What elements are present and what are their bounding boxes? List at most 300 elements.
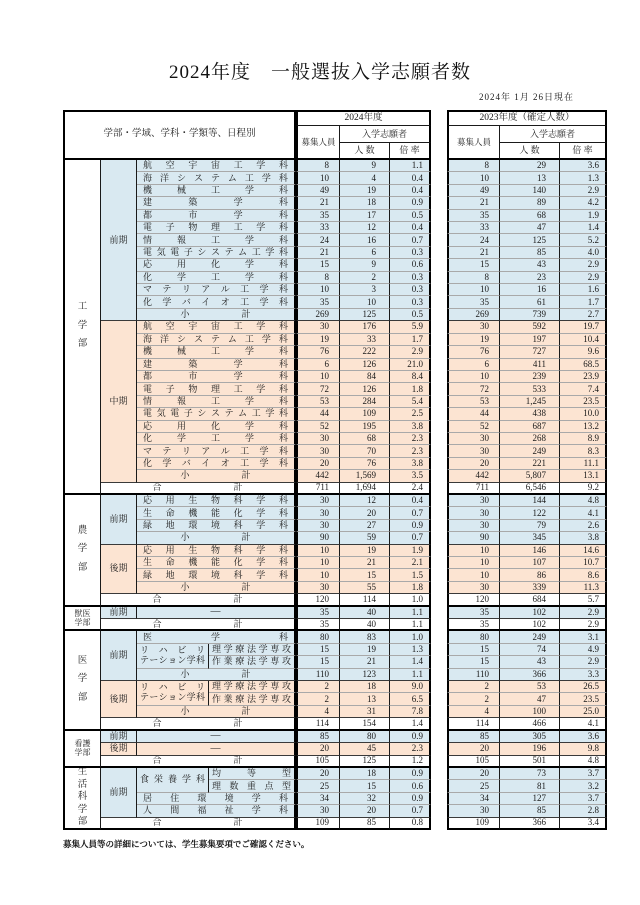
ratio-2024-value: 1.2 bbox=[390, 756, 431, 768]
applicant-count-2024-value: 31 bbox=[340, 706, 390, 718]
ratio-2024-value: 1.5 bbox=[390, 569, 431, 581]
applicant-count-2023-value: 533 bbox=[500, 383, 560, 395]
recruit-2023-value: 24 bbox=[447, 234, 500, 246]
recruit-2023-value: 20 bbox=[447, 458, 500, 470]
recruit-2024-value: 110 bbox=[296, 669, 340, 681]
ratio-2023-value: 3.6 bbox=[560, 160, 607, 172]
recruit-2024-value: 10 bbox=[296, 284, 340, 296]
ratio-2024-value: 0.7 bbox=[390, 532, 431, 544]
subtotal-label: 小 計 bbox=[137, 309, 296, 321]
ratio-2023-value: 3.8 bbox=[560, 532, 607, 544]
department-name: 緑 地 環 境 科 学 科 bbox=[137, 520, 296, 532]
total-label: 合 計 bbox=[101, 483, 296, 495]
recruit-2024-value: 711 bbox=[296, 483, 340, 495]
ratio-2024-value: 2.3 bbox=[390, 445, 431, 457]
department-name: 電 子 物 理 工 学 科 bbox=[137, 383, 296, 395]
recruit-2023-value: 30 bbox=[447, 520, 500, 532]
recruit-2024-value: 30 bbox=[296, 582, 340, 594]
recruit-2024-value: 15 bbox=[296, 644, 340, 656]
applicant-count-2024-value: 123 bbox=[340, 669, 390, 681]
ratio-2024-value: 1.0 bbox=[390, 594, 431, 606]
period-cell: 前期 bbox=[101, 768, 137, 818]
ratio-2024-value: 1.9 bbox=[390, 545, 431, 557]
ratio-2024-value: 1.8 bbox=[390, 383, 431, 395]
ratio-2023-value: 2.9 bbox=[560, 656, 607, 668]
applicant-count-2023-value: 268 bbox=[500, 433, 560, 445]
recruit-2023-value: 44 bbox=[447, 408, 500, 420]
ratio-2024-value: 0.9 bbox=[390, 731, 431, 743]
ratio-2023-value: 23.9 bbox=[560, 371, 607, 383]
ratio-2023-value: 25.0 bbox=[560, 706, 607, 718]
recruit-2023-value: 52 bbox=[447, 421, 500, 433]
dash-placeholder: — bbox=[137, 743, 296, 755]
recruit-2024-value: 35 bbox=[296, 619, 340, 631]
department-name: マ テ リ ア ル 工 学 科 bbox=[137, 284, 296, 296]
department-name: 海 洋 シ ス テ ム 工 学 科 bbox=[137, 172, 296, 184]
ratio-2023-value: 3.2 bbox=[560, 780, 607, 792]
recruit-2024-value: 76 bbox=[296, 346, 340, 358]
recruit-2024-value: 20 bbox=[296, 768, 340, 780]
applicant-count-2024-value: 80 bbox=[340, 731, 390, 743]
ratio-2024-value: 0.3 bbox=[390, 296, 431, 308]
recruit-2023-value: 53 bbox=[447, 396, 500, 408]
recruit-2024-value: 2 bbox=[296, 681, 340, 693]
ratio-2023-value: 11.1 bbox=[560, 458, 607, 470]
applicant-count-2024-value: 83 bbox=[340, 631, 390, 643]
ratio-2023-value: 13.1 bbox=[560, 470, 607, 482]
applicant-count-2024-value: 125 bbox=[340, 756, 390, 768]
recruit-2023-value: 85 bbox=[447, 731, 500, 743]
applicant-count-2024-value: 126 bbox=[340, 359, 390, 371]
ratio-2023-value: 9.6 bbox=[560, 346, 607, 358]
recruit-2023-value: 35 bbox=[447, 296, 500, 308]
department-name: 化 学 工 学 科 bbox=[137, 433, 296, 445]
recruit-2024-value: 33 bbox=[296, 222, 340, 234]
faculty-cell: 生 活 科 学 部 bbox=[63, 768, 101, 830]
department-name: 機 械 工 学 科 bbox=[137, 346, 296, 358]
ratio-2023-value: 19.7 bbox=[560, 321, 607, 333]
recruit-2023-value: 20 bbox=[447, 768, 500, 780]
recruit-2024-value: 10 bbox=[296, 371, 340, 383]
ratio-2023-value: 11.3 bbox=[560, 582, 607, 594]
recruit-2023-value: 34 bbox=[447, 793, 500, 805]
applicant-count-2023-value: 73 bbox=[500, 768, 560, 780]
recruit-2024-value: 10 bbox=[296, 569, 340, 581]
department-name: 応 用 化 学 科 bbox=[137, 421, 296, 433]
applicant-count-2024-value: 18 bbox=[340, 681, 390, 693]
recruit-2024-value: 24 bbox=[296, 234, 340, 246]
ratio-2024-value: 0.6 bbox=[390, 780, 431, 792]
applicant-count-2023-value: 47 bbox=[500, 693, 560, 705]
faculty-cell: 獣医 学部 bbox=[63, 607, 101, 632]
recruit-2023-value: 21 bbox=[447, 247, 500, 259]
recruit-2023-value: 110 bbox=[447, 669, 500, 681]
ratio-2024-value: 6.5 bbox=[390, 693, 431, 705]
recruit-2023-value: 15 bbox=[447, 656, 500, 668]
applicant-count-2023-value: 13 bbox=[500, 172, 560, 184]
applicant-count-2023-value: 74 bbox=[500, 644, 560, 656]
ratio-2024-value: 0.7 bbox=[390, 507, 431, 519]
header-recruit-2023: 募集人員 bbox=[447, 126, 500, 160]
recruit-2023-value: 442 bbox=[447, 470, 500, 482]
ratio-2024-value: 0.9 bbox=[390, 793, 431, 805]
recruit-2023-value: 49 bbox=[447, 185, 500, 197]
period-cell: 中期 bbox=[101, 321, 137, 482]
recruit-2024-value: 35 bbox=[296, 210, 340, 222]
ratio-2024-value: 1.1 bbox=[390, 607, 431, 619]
ratio-2023-value: 3.6 bbox=[560, 731, 607, 743]
ratio-2024-value: 0.9 bbox=[390, 520, 431, 532]
recruit-2024-value: 30 bbox=[296, 520, 340, 532]
department-name: 化 学 バ イ オ 工 学 科 bbox=[137, 458, 296, 470]
recruit-2023-value: 30 bbox=[447, 445, 500, 457]
recruit-2024-value: 2 bbox=[296, 693, 340, 705]
ratio-2023-value: 26.5 bbox=[560, 681, 607, 693]
recruit-2023-value: 10 bbox=[447, 557, 500, 569]
header-count-2024: 人 数 bbox=[340, 143, 390, 160]
applicant-count-2023-value: 79 bbox=[500, 520, 560, 532]
ratio-2023-value: 68.5 bbox=[560, 359, 607, 371]
department-name: 機 械 工 学 科 bbox=[137, 185, 296, 197]
recruit-2023-value: 4 bbox=[447, 706, 500, 718]
ratio-2024-value: 0.9 bbox=[390, 197, 431, 209]
dash-placeholder: — bbox=[137, 607, 296, 619]
applicant-count-2024-value: 3 bbox=[340, 284, 390, 296]
applicant-count-2023-value: 727 bbox=[500, 346, 560, 358]
ratio-2023-value: 8.6 bbox=[560, 569, 607, 581]
applicant-count-2023-value: 6,546 bbox=[500, 483, 560, 495]
ratio-2023-value: 2.9 bbox=[560, 185, 607, 197]
ratio-2023-value: 23.5 bbox=[560, 396, 607, 408]
applicant-count-2024-value: 84 bbox=[340, 371, 390, 383]
recruit-2024-value: 21 bbox=[296, 247, 340, 259]
department-name: 情 報 工 学 科 bbox=[137, 396, 296, 408]
applicant-count-2023-value: 102 bbox=[500, 607, 560, 619]
ratio-2023-value: 10.4 bbox=[560, 334, 607, 346]
recruit-2023-value: 30 bbox=[447, 495, 500, 507]
department-name: 航 空 宇 宙 工 学 科 bbox=[137, 321, 296, 333]
ratio-2023-value: 9.2 bbox=[560, 483, 607, 495]
applicant-count-2023-value: 1,245 bbox=[500, 396, 560, 408]
applicant-count-2023-value: 43 bbox=[500, 259, 560, 271]
applicant-count-2024-value: 59 bbox=[340, 532, 390, 544]
recruit-2023-value: 120 bbox=[447, 594, 500, 606]
recruit-2024-value: 30 bbox=[296, 445, 340, 457]
ratio-2023-value: 4.9 bbox=[560, 644, 607, 656]
applicant-count-2023-value: 221 bbox=[500, 458, 560, 470]
applicant-count-2024-value: 1,694 bbox=[340, 483, 390, 495]
subtotal-label: 小 計 bbox=[137, 532, 296, 544]
applicant-count-2023-value: 366 bbox=[500, 669, 560, 681]
ratio-2023-value: 23.5 bbox=[560, 693, 607, 705]
ratio-2024-value: 0.4 bbox=[390, 185, 431, 197]
recruit-2023-value: 30 bbox=[447, 433, 500, 445]
ratio-2024-value: 8.4 bbox=[390, 371, 431, 383]
applicant-count-2024-value: 15 bbox=[340, 569, 390, 581]
ratio-2024-value: 1.4 bbox=[390, 718, 431, 730]
recruit-2024-value: 30 bbox=[296, 433, 340, 445]
ratio-2024-value: 1.7 bbox=[390, 334, 431, 346]
applicant-count-2023-value: 23 bbox=[500, 272, 560, 284]
department-group-name: リ ハ ビ リ テ ー シ ョ ン 学 科 bbox=[137, 681, 209, 706]
applicant-count-2024-value: 18 bbox=[340, 768, 390, 780]
applicant-count-2024-value: 20 bbox=[340, 805, 390, 817]
applicant-count-2023-value: 196 bbox=[500, 743, 560, 755]
subtotal-label: 小 計 bbox=[137, 470, 296, 482]
applicant-count-2024-value: 195 bbox=[340, 421, 390, 433]
applicant-count-2024-value: 40 bbox=[340, 607, 390, 619]
applicant-count-2023-value: 102 bbox=[500, 619, 560, 631]
ratio-2023-value: 2.9 bbox=[560, 619, 607, 631]
applicant-count-2024-value: 32 bbox=[340, 793, 390, 805]
recruit-2024-value: 72 bbox=[296, 383, 340, 395]
applicant-count-2024-value: 176 bbox=[340, 321, 390, 333]
ratio-2024-value: 3.5 bbox=[390, 470, 431, 482]
recruit-2024-value: 35 bbox=[296, 607, 340, 619]
applicant-count-2024-value: 16 bbox=[340, 234, 390, 246]
period-cell: 後期 bbox=[101, 681, 137, 718]
header-year-2023: 2023年度（確定人数） bbox=[447, 110, 607, 126]
department-name: 均 等 型 bbox=[209, 768, 296, 780]
dash-placeholder: — bbox=[137, 731, 296, 743]
recruit-2024-value: 90 bbox=[296, 532, 340, 544]
applicant-count-2023-value: 466 bbox=[500, 718, 560, 730]
ratio-2023-value: 8.3 bbox=[560, 445, 607, 457]
applicant-count-2023-value: 197 bbox=[500, 334, 560, 346]
recruit-2024-value: 34 bbox=[296, 793, 340, 805]
applicant-count-2023-value: 305 bbox=[500, 731, 560, 743]
ratio-2024-value: 2.3 bbox=[390, 433, 431, 445]
department-name: 居 住 環 境 学 科 bbox=[137, 793, 296, 805]
recruit-2023-value: 35 bbox=[447, 619, 500, 631]
ratio-2024-value: 2.4 bbox=[390, 483, 431, 495]
recruit-2023-value: 6 bbox=[447, 359, 500, 371]
recruit-2023-value: 30 bbox=[447, 321, 500, 333]
department-name: 情 報 工 学 科 bbox=[137, 234, 296, 246]
applicant-count-2024-value: 68 bbox=[340, 433, 390, 445]
department-group-name: リ ハ ビ リ テ ー シ ョ ン 学 科 bbox=[137, 644, 209, 669]
ratio-2023-value: 9.8 bbox=[560, 743, 607, 755]
subtotal-label: 小 計 bbox=[137, 582, 296, 594]
department-name: 化 学 バ イ オ 工 学 科 bbox=[137, 296, 296, 308]
recruit-2024-value: 30 bbox=[296, 805, 340, 817]
applicant-count-2024-value: 126 bbox=[340, 383, 390, 395]
recruit-2023-value: 10 bbox=[447, 284, 500, 296]
recruit-2023-value: 80 bbox=[447, 631, 500, 643]
applicant-count-2024-value: 13 bbox=[340, 693, 390, 705]
recruit-2024-value: 85 bbox=[296, 731, 340, 743]
recruit-2024-value: 25 bbox=[296, 780, 340, 792]
recruit-2023-value: 15 bbox=[447, 644, 500, 656]
recruit-2023-value: 711 bbox=[447, 483, 500, 495]
recruit-2023-value: 269 bbox=[447, 309, 500, 321]
total-label: 合 計 bbox=[101, 818, 296, 830]
recruit-2024-value: 10 bbox=[296, 557, 340, 569]
department-name: 化 学 工 学 科 bbox=[137, 272, 296, 284]
applicant-count-2023-value: 100 bbox=[500, 706, 560, 718]
applicant-count-2023-value: 592 bbox=[500, 321, 560, 333]
ratio-2023-value: 4.8 bbox=[560, 495, 607, 507]
recruit-2024-value: 6 bbox=[296, 359, 340, 371]
ratio-2023-value: 10.7 bbox=[560, 557, 607, 569]
recruit-2024-value: 120 bbox=[296, 594, 340, 606]
department-name: マ テ リ ア ル 工 学 科 bbox=[137, 445, 296, 457]
applicant-count-2023-value: 81 bbox=[500, 780, 560, 792]
department-name: 海 洋 シ ス テ ム 工 学 科 bbox=[137, 334, 296, 346]
department-name: 作 業 療 法 学 専 攻 bbox=[209, 656, 296, 668]
department-name: 都 市 学 科 bbox=[137, 210, 296, 222]
recruit-2024-value: 4 bbox=[296, 706, 340, 718]
total-label: 合 計 bbox=[101, 594, 296, 606]
department-name: 理 学 療 法 学 専 攻 bbox=[209, 644, 296, 656]
applicant-count-2023-value: 61 bbox=[500, 296, 560, 308]
applicant-count-2023-value: 89 bbox=[500, 197, 560, 209]
recruit-2023-value: 90 bbox=[447, 532, 500, 544]
department-name: 人 間 福 祉 学 科 bbox=[137, 805, 296, 817]
ratio-2024-value: 3.8 bbox=[390, 421, 431, 433]
applicant-count-2023-value: 47 bbox=[500, 222, 560, 234]
recruit-2024-value: 20 bbox=[296, 743, 340, 755]
ratio-2024-value: 21.0 bbox=[390, 359, 431, 371]
ratio-2023-value: 1.9 bbox=[560, 210, 607, 222]
applicant-count-2024-value: 109 bbox=[340, 408, 390, 420]
applicant-count-2023-value: 85 bbox=[500, 805, 560, 817]
applicant-count-2023-value: 345 bbox=[500, 532, 560, 544]
recruit-2023-value: 8 bbox=[447, 160, 500, 172]
ratio-2023-value: 3.7 bbox=[560, 768, 607, 780]
applicant-count-2024-value: 18 bbox=[340, 197, 390, 209]
applicant-count-2024-value: 33 bbox=[340, 334, 390, 346]
applicant-count-2024-value: 19 bbox=[340, 185, 390, 197]
applicant-count-2024-value: 76 bbox=[340, 458, 390, 470]
period-cell: 後期 bbox=[101, 545, 137, 595]
ratio-2024-value: 2.3 bbox=[390, 743, 431, 755]
ratio-2023-value: 2.7 bbox=[560, 309, 607, 321]
header-left-label: 学部・学域、学科・学類等、日程別 bbox=[63, 110, 296, 160]
recruit-2024-value: 8 bbox=[296, 160, 340, 172]
applicant-count-2023-value: 339 bbox=[500, 582, 560, 594]
header-applicants-2023: 入学志願者 bbox=[500, 126, 607, 143]
ratio-2023-value: 2.9 bbox=[560, 259, 607, 271]
department-name: 生 命 機 能 化 学 科 bbox=[137, 507, 296, 519]
ratio-2023-value: 2.6 bbox=[560, 520, 607, 532]
recruit-2024-value: 114 bbox=[296, 718, 340, 730]
applicants-table bbox=[63, 110, 607, 830]
applicant-count-2024-value: 4 bbox=[340, 172, 390, 184]
ratio-2024-value: 0.5 bbox=[390, 309, 431, 321]
department-name: 建 築 学 科 bbox=[137, 359, 296, 371]
recruit-2024-value: 442 bbox=[296, 470, 340, 482]
period-cell: 前期 bbox=[101, 607, 137, 619]
ratio-2024-value: 7.8 bbox=[390, 706, 431, 718]
recruit-2023-value: 8 bbox=[447, 272, 500, 284]
applicant-count-2024-value: 284 bbox=[340, 396, 390, 408]
period-cell: 前期 bbox=[101, 631, 137, 681]
ratio-2023-value: 10.0 bbox=[560, 408, 607, 420]
ratio-2024-value: 1.3 bbox=[390, 644, 431, 656]
ratio-2024-value: 1.8 bbox=[390, 582, 431, 594]
ratio-2023-value: 1.3 bbox=[560, 172, 607, 184]
recruit-2024-value: 15 bbox=[296, 259, 340, 271]
applicant-count-2023-value: 122 bbox=[500, 507, 560, 519]
recruit-2024-value: 105 bbox=[296, 756, 340, 768]
applicant-count-2024-value: 21 bbox=[340, 557, 390, 569]
department-group-name: 食 栄 養 学 科 bbox=[137, 768, 209, 793]
department-name: 生 命 機 能 化 学 科 bbox=[137, 557, 296, 569]
ratio-2024-value: 1.1 bbox=[390, 160, 431, 172]
department-name: 応 用 生 物 科 学 科 bbox=[137, 545, 296, 557]
recruit-2023-value: 10 bbox=[447, 569, 500, 581]
applicant-count-2024-value: 125 bbox=[340, 309, 390, 321]
ratio-2023-value: 2.8 bbox=[560, 805, 607, 817]
recruit-2023-value: 109 bbox=[447, 818, 500, 830]
ratio-2024-value: 0.7 bbox=[390, 234, 431, 246]
recruit-2024-value: 10 bbox=[296, 172, 340, 184]
applicant-count-2024-value: 70 bbox=[340, 445, 390, 457]
ratio-2024-value: 1.0 bbox=[390, 631, 431, 643]
recruit-2024-value: 8 bbox=[296, 272, 340, 284]
ratio-2024-value: 9.0 bbox=[390, 681, 431, 693]
recruit-2023-value: 105 bbox=[447, 756, 500, 768]
footnote: 募集人員等の詳細については、学生募集要項でご確認ください。 bbox=[63, 839, 310, 849]
applicant-count-2023-value: 144 bbox=[500, 495, 560, 507]
department-name: 理 数 重 点 型 bbox=[209, 780, 296, 792]
header-recruit-2024: 募集人員 bbox=[296, 126, 340, 160]
recruit-2023-value: 72 bbox=[447, 383, 500, 395]
ratio-2023-value: 4.1 bbox=[560, 507, 607, 519]
ratio-2023-value: 1.6 bbox=[560, 284, 607, 296]
ratio-2023-value: 1.7 bbox=[560, 296, 607, 308]
ratio-2023-value: 5.7 bbox=[560, 594, 607, 606]
ratio-2024-value: 0.5 bbox=[390, 210, 431, 222]
applicant-count-2024-value: 55 bbox=[340, 582, 390, 594]
applicant-count-2024-value: 40 bbox=[340, 619, 390, 631]
department-name: 電 気 電 子 シ ス テ ム 工 学 科 bbox=[137, 247, 296, 259]
applicant-count-2023-value: 127 bbox=[500, 793, 560, 805]
applicant-count-2023-value: 411 bbox=[500, 359, 560, 371]
department-name: 医 学 科 bbox=[137, 631, 296, 643]
ratio-2024-value: 0.8 bbox=[390, 818, 431, 830]
ratio-2024-value: 0.4 bbox=[390, 222, 431, 234]
recruit-2023-value: 20 bbox=[447, 743, 500, 755]
recruit-2023-value: 25 bbox=[447, 780, 500, 792]
ratio-2024-value: 2.1 bbox=[390, 557, 431, 569]
applicant-count-2024-value: 154 bbox=[340, 718, 390, 730]
applicant-count-2024-value: 19 bbox=[340, 644, 390, 656]
applicant-count-2023-value: 53 bbox=[500, 681, 560, 693]
ratio-2023-value: 1.4 bbox=[560, 222, 607, 234]
ratio-2023-value: 4.2 bbox=[560, 197, 607, 209]
applicant-count-2023-value: 146 bbox=[500, 545, 560, 557]
faculty-cell: 工 学 部 bbox=[63, 160, 101, 495]
period-cell: 前期 bbox=[101, 731, 137, 743]
department-name: 緑 地 環 境 科 学 科 bbox=[137, 569, 296, 581]
ratio-2024-value: 0.3 bbox=[390, 272, 431, 284]
applicant-count-2023-value: 249 bbox=[500, 631, 560, 643]
recruit-2024-value: 30 bbox=[296, 495, 340, 507]
ratio-2023-value: 4.8 bbox=[560, 756, 607, 768]
ratio-2023-value: 3.7 bbox=[560, 793, 607, 805]
ratio-2024-value: 0.9 bbox=[390, 768, 431, 780]
applicant-count-2023-value: 5,807 bbox=[500, 470, 560, 482]
department-name: 応 用 化 学 科 bbox=[137, 259, 296, 271]
recruit-2024-value: 80 bbox=[296, 631, 340, 643]
recruit-2023-value: 10 bbox=[447, 172, 500, 184]
applicant-count-2023-value: 366 bbox=[500, 818, 560, 830]
period-cell: 前期 bbox=[101, 160, 137, 321]
applicant-count-2023-value: 249 bbox=[500, 445, 560, 457]
ratio-2024-value: 5.9 bbox=[390, 321, 431, 333]
